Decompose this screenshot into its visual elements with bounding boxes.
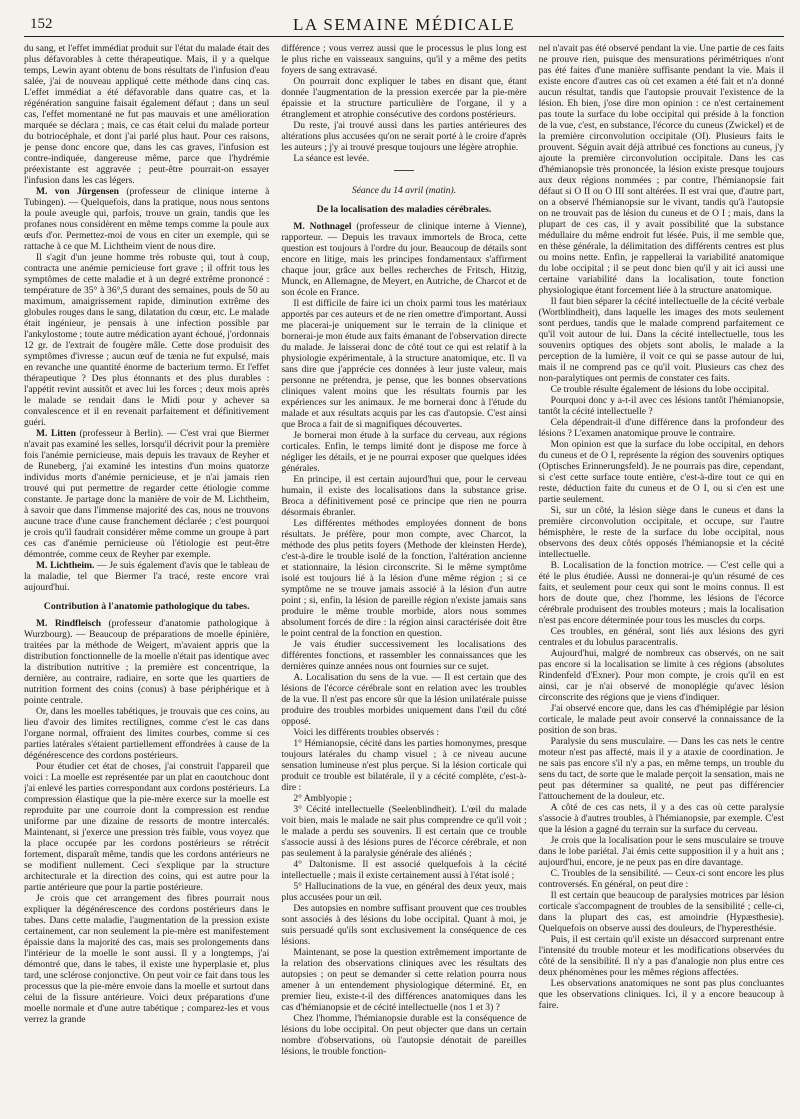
paragraph: A. Localisation du sens de la vue. — Il est certain que des lésions de l'écorce cérébrale sont en relation avec les troubles de la vue. Il n'est pas encore sûr que la lésion unilatérale puisse produire des troubles morbides uniquement dans l'œil du côté opposé. xyxy=(281,672,527,727)
text-columns xyxy=(24,43,784,1103)
paragraph: Pour étudier cet état de choses, j'ai construit l'appareil que voici : La moelle est représentée par un plat en caoutchouc dont j'ai enlevé les parties correspondant aux cordons postérieurs. La compression élastique que la pie-mère exerce sur la moelle est reproduite par une courroie dont la compression est rendue uniforme par une dizaine de ressorts de montre intercalés. Maintenant, si j'exerce une pression très faible, vous voyez que la place occupée par les cordons postérieurs se rétrécit fortement, disparaît même, tandis que les cordons antérieurs ne se modifient nullement. Ceci s'explique par la structure architecturale et la direction des coins, qui est autre pour la partie antérieure que pour la partie postérieure. xyxy=(24,761,270,893)
journal-page xyxy=(24,10,784,1110)
paragraph: Paralysie du sens musculaire. — Dans les cas nets le centre moteur n'est pas affecté, mais il y a ataxie de coordination. Je ne sais pas encore s'il n'y a pas, en même temps, un trouble du sens du tact, de sorte que le malade perçoit la sensation, mais ne peut pas déterminer sa qualité, ne peut pas différencier l'attouchement de la douleur, etc. xyxy=(538,736,784,802)
speaker-text: — Je suis également d'avis que le tableau de la maladie, tel que Biermer l'a tracé, reste encore vrai aujourd'hui. xyxy=(24,560,270,593)
speaker-paragraph xyxy=(24,186,269,252)
separator-rule xyxy=(394,170,414,171)
paragraph: Pourquoi donc y a-t-il avec ces lésions tantôt l'hémianopsie, tantôt la cécité intellectuelle ? xyxy=(538,395,784,417)
speaker-text: (professeur de clinique interne à Vienne), rapporteur. — Depuis les travaux immortels de Broca, cette question est toujours à l'ordre du jour. Beaucoup de détails sont encore en litige, mais les principes fondamentaux s'affirment chaque jour, grâce aux belles recherches de Fritsch, Hitzig, Munck, en Allemagne, de Meyert, en Autriche, de Charcot et de son école en France. xyxy=(281,221,527,298)
paragraph: Je bornerai mon étude à la surface du cerveau, aux régions corticales. Enfin, le temps limité dont je dispose me force à négliger les détails, et je ne pourrai exposer que quelques idées générales. xyxy=(281,430,527,474)
speaker-paragraph xyxy=(281,221,526,298)
paragraph: Je crois que cet arrangement des fibres pourrait nous expliquer la dégénérescence des cordons postérieurs dans le tabes. Dans cette maladie, l'augmentation de la pression existe certainement, car non seulement la pie-mère est manifestement épaissie dans la majorité des cas, mais ses prolongements dans l'intérieur de la moelle le sont aussi. Il y a longtemps, j'ai démontré que, dans le tabes, il existe une hyperplasie et, plus tard, une sclérose conjonctive. On peut voir ce fait dans tous les processus que la pie-mère envoie dans la moelle et surtout dans celui de la fissure antérieure. Voici deux préparations d'une moelle normale et d'une autre tabétique ; comparez-les et vous verrez la grande xyxy=(24,893,270,1025)
section-title: Contribution à l'anatomie pathologique du tabes. xyxy=(43,601,250,612)
paragraph: différence ; vous verrez aussi que le processus le plus long est le plus riche en vaisseaux sanguins, qu'il y a même des petits foyers de sang extravasé. xyxy=(281,43,527,76)
paragraph: En principe, il est certain aujourd'hui que, pour le cerveau humain, il existe des localisations dans la substance grise. Broca a définitivement posé ce principe que rien ne pourra désormais ébranler. xyxy=(281,474,527,518)
speaker-paragraph xyxy=(24,560,269,593)
list-item: 5° Hallucinations de la vue, en général des deux yeux, mais plus accusées pour un œil. xyxy=(281,881,527,903)
paragraph: Chez l'homme, l'hémianopsie durable est la conséquence de lésions du lobe occipital. On peut objecter que dans un certain nombre d'observations, où l'autopsie dénotait de pareilles lésions, le trouble fonction- xyxy=(281,1013,527,1057)
paragraph: Si, sur un côté, la lésion siège dans le cuneus et dans la première circonvolution occipitale, et occupe, sur l'autre hémisphère, le reste de la surface du lobe occipital, nous observons des deux côtés opposés l'hémianopsie et la cécité intellectuelle. xyxy=(538,505,784,560)
paragraph: C. Troubles de la sensibilité. — Ceux-ci sont encore les plus controversés. En général, on peut dire : xyxy=(538,868,784,890)
paragraph: Du reste, j'ai trouvé aussi dans les parties antérieures des altérations plus accusées qu'on ne serait porté à le croire d'après les auteurs ; j'y ai trouvé presque toujours une légère atrophie. xyxy=(281,120,527,153)
paragraph: J'ai observé encore que, dans les cas d'hémiplégie par lésion corticale, le malade peut avoir conservé la connaissance de la position de son bras. xyxy=(538,703,784,736)
paragraph: Maintenant, se pose la question extrêmement importante de la relation des observations cliniques avec les résultats des autopsies ; on peut se demander si cette relation pourra nous amener à un entendement physiologique déterminé. Et, en premier lieu, existe-t-il des différences anatomiques dans les cas d'hémianopsie et de cécité intellectuelle (nos 1 et 3) ? xyxy=(281,947,527,1013)
paragraph: nel n'avait pas été observé pendant la vie. Une partie de ces faits ne prouve rien, puisque des mensurations périmétriques n'ont pas été faites d'une manière suffisante pendant la vie. Mais il existe encore d'autres cas où cet examen a été fait et n'a donné aucun résultat, tandis que l'autopsie prouvait l'existence de la lésion. Eh bien, j'ose dire mon opinion : ce n'est certainement pas toute la surface du lobe occipital qui préside à la fonction de la vue, c'est, en substance, l'écorce du cuneus (Zwickel) et de la première circonvolution occipitale (OI). Plusieurs faits le prouvent. Séguin avait déjà attribué ces fonctions au cuneus, j'y ajoute la première circonvolution occipitale. Dans les cas d'hémianopsie très prononcée, la lésion existe presque toujours aux deux régions nommées ; par contre, l'hémianopsie fait défaut si O II ou O III sont altérées. Il est vrai que, d'autre part, on a observé l'hémianopsie sur le vivant, tandis qu'à l'autopsie on ne trouvait pas de lésion du cuneus et de O I ; mais, dans la plupart de ces cas, il y avait possibilité que la substance médullaire du même endroit fut lésée. Puis, il me semble que, en thèse générale, la délimitation des différents centres est plus ou moins nette. Enfin, je rappellerai la variabilité anatomique du lobe occipital ; il se peut donc bien qu'il y ait ici aussi une certaine variabilité dans la localisation, toute fonction physiologique étant forcement liée à la structure anatomique. xyxy=(538,43,784,296)
paragraph: La séance est levée. xyxy=(293,153,370,164)
paragraph: Il s'agit d'un jeune homme très robuste qui, tout à coup, contracta une anémie pernicieuse fort grave ; il offrit tous les symptômes de cette maladie et à un degré extrême prononcé : température de 35° à 36°,5 durant des semaines, pouls de 50 au maximum, amaigrissement rapide, diminution extrême des globules rouges dans le sang, dilatation du cœur, etc. Le malade était ingénieur, je pensais à une infection possible par l'ankylostome ; toute autre médication ayant échoué, j'ordonnais 12 gr. de l'extrait de fougère mâle. Cette dose produisit des symptômes d'ivresse ; aucun œuf de tænia ne fut expulsé, mais en revanche une quantité énorme de bacterium termo. Et l'effet thérapeutique ? Des plus étonnants et des plus durables : l'appétit revint aussitôt et avec lui les forces ; deux mois après le malade se rendait dans le Midi pour y achever sa convalescence et il en revenait parfaitement et définitivement guéri. xyxy=(24,252,270,428)
paragraph: Cela dépendrait-il d'une différence dans la profondeur des lésions ? L'examen anatomique prouve le contraire. xyxy=(538,417,784,439)
section-title: De la localisation des maladies cérébrales. xyxy=(316,204,492,215)
speaker-name: M. Nothnagel xyxy=(293,221,352,232)
paragraph: Les observations anatomiques ne sont pas plus concluantes que les observations cliniques. Ici, il y a encore beaucoup à faire. xyxy=(538,978,784,1011)
speaker-name: M. Litten xyxy=(36,428,76,439)
paragraph: Il est difficile de faire ici un choix parmi tous les matériaux apportés par ces auteurs et de ne rien omettre d'important. Aussi me placerai-je uniquement sur le terrain de la clinique et bornerai-je mon étude aux faits émanant de l'observation directe du malade. Je laisserai donc de côté tout ce qui est relatif à la physiologie expérimentale, à la structure anatomique, etc. Il va sans dire que j'apprécie ces données à leur juste valeur, mais personne ne prétendra, je pense, que les bonnes observations cliniques valent moins que les résultats fournis par les expériences sur les animaux. Je me bornerai donc à l'étude du malade et aux résultats acquis par les cas d'autopsie. C'est ainsi que Broca a fait de si magnifiques découvertes. xyxy=(281,298,527,430)
paragraph: Puis, il est certain qu'il existe un désaccord surprenant entre l'intensité du trouble moteur et les modifications observées du côté de la sensibilité. Il n'y a pas d'analogie non plus entre ces deux phénomènes pour les mêmes régions affectées. xyxy=(538,934,784,978)
column-2 xyxy=(281,43,526,1103)
paragraph: Voici les différents troubles observés : xyxy=(293,727,440,738)
speaker-name: M. von Jürgensen xyxy=(36,186,119,197)
paragraph: Or, dans les moelles tabétiques, je trouvais que ces coins, au lieu d'avoir des limites rectilignes, comme c'est le cas dans l'organe normal, offraient des limites courbes, comme si ces parties latérales s'étaient partiellement effondrées à cause de la dégénérescence des cordons postérieurs. xyxy=(24,706,270,761)
paragraph: Mon opinion est que la surface du lobe occipital, en dehors du cuneus et de O I, représente la région des souvenirs optiques (Optisches Erinnerungsfeld). Je ne pourrais pas dire, cependant, si c'est cette surface toute entière, c'est-à-dire tout ce qui en reste, déduction faite du cuneus et de O I, ou si c'en est une partie seulement. xyxy=(538,439,784,505)
paragraph: Les différentes méthodes employées donnent de bons résultats. Je préfère, pour mon compte, avec Charcot, la méthode des plus petits foyers (Methode der kleinsten Herde), c'est-à-dire le trouble isolé de la fonction, l'altération ancienne et stationnaire, la lésion circonscrite. Si le même symptôme isolé est toujours lié à la lésion d'une même région ; si ce symptôme ne se trouve jamais associé à la lésion d'un autre point ; si, enfin, la lésion de pareille région n'existe jamais sans produire le même trouble morbide, alors nous sommes absolument forcés de dire : la région ainsi caractérisée doit être le point central de la fonction en question. xyxy=(281,518,527,639)
column-3 xyxy=(539,43,784,1103)
speaker-name: M. Rindfleisch xyxy=(36,618,101,629)
paragraph: Je crois que la localisation pour le sens musculaire se trouve dans le lobe pariétal. J'ai émis cette supposition il y a huit ans ; aujourd'hui, encore, je ne peux pas en dire davantage. xyxy=(538,835,784,868)
speaker-text: (professeur de clinique interne à Tubingen). — Quelquefois, dans la pratique, nous nous sentons la poule aveugle qui, parfois, trouve un grain, tandis que les profanes nous considèrent en même temps comme la poule aux œufs d'or. Permettez-moi de vous en citer un exemple, qui se rattache à ce que M. Lichtheim vient de nous dire. xyxy=(24,186,270,252)
speaker-text: (professeur d'anatomie pathologique à Wurzbourg). — Beaucoup de préparations de moelle épinière, traitées par la méthode de Weigert, m'avaient appris que la distribution fonctionnelle de la moelle n'était pas identique avec la distribution nutritive ; la première est concentrique, la dernière, au contraire, radiaire, en sorte que les quartiers de nutrition forment des coins (conus) à base périphérique et à pointe centrale. xyxy=(24,618,270,706)
paragraph: A côté de ces cas nets, il y a des cas où cette paralysie s'associe à d'autres troubles, à l'hémianopsie, par exemple. C'est que la lésion a gagné du terrain sur la surface du cerveau. xyxy=(538,802,784,835)
paragraph: Des autopsies en nombre suffisant prouvent que ces troubles sont associés à des lésions du lobe occipital. Quant à moi, je suis persuadé qu'ils sont exclusivement la conséquence de ces lésions. xyxy=(281,903,527,947)
speaker-name: M. Lichtheim. xyxy=(36,560,95,571)
column-1 xyxy=(24,43,269,1103)
paragraph: Il faut bien séparer la cécité intellectuelle de la cécité verbale (Wortblindheit), dans laquelle les images des mots seulement sont perdues, tandis que le malade comprend parfaitement ce qu'il voit autour de lui. Dans la cécité intellectuelle, tous les souvenirs optiques des objets sont abolis, le malade a la perception de la lumière, il voit ce qui se passe autour de lui, mais il ne comprend pas ce qu'il voit. Plusieurs cas chez des non-paralytiques ont permis de constater ces faits. xyxy=(538,296,784,384)
list-item: 2° Amblyopie ; xyxy=(293,793,352,804)
paragraph: On pourrait donc expliquer le tabes en disant que, étant donnée l'augmentation de la pression exercée par la pie-mère épaissie et la structure particulière de l'organe, il y a étranglement et atrophie consécutive des cordons postérieurs. xyxy=(281,76,527,120)
speaker-text: (professeur à Berlin). — C'est vrai que Biermer n'avait pas examiné les selles, lorsqu'il décrivit pour la première fois l'anémie pernicieuse, mais depuis les travaux de Reyher et de Runeberg, j'ai examiné les intestins d'un moins quatorze individus morts d'anémie pernicieuse, et je n'ai jamais rien trouvé qui put permettre de regarder cette étiologie comme constante. Je partage donc la manière de voir de M. Lichtheim, à savoir que dans l'immense majorité des cas, nous ne trouvons aucune trace d'une cause franchement déclarée ; c'est pourquoi je crois qu'il faudrait considérer même comme un groupe à part ces cas d'anémie pernicieuse où l'étiologie est peut-être démontrée, comme ceux de Reyher par exemple. xyxy=(24,428,270,560)
speaker-paragraph xyxy=(24,428,269,560)
speaker-paragraph xyxy=(24,618,269,706)
list-item: 1° Hémianopsie, cécité dans les parties homonymes, presque toujours latérales du champ visuel ; à ce niveau aucune sensation lumineuse n'est plus perçue. Si la lésion corticale qui produit ce trouble est bilatérale, il y a cécité complète, c'est-à-dire : xyxy=(281,738,527,793)
paragraph: B. Localisation de la fonction motrice. — C'est celle qui a été le plus étudiée. Aussi ne donnerai-je qu'un résumé de ces faits, et seulement pour ceux qui sont le moins connus. Il est hors de doute que, chez l'homme, les lésions de l'écorce cérébrale produisent des troubles moteurs ; mais la localisation n'est pas encore déterminée pour tous les muscles du corps. xyxy=(538,560,784,626)
session-date: Séance du 14 avril (matin). xyxy=(351,185,457,196)
page-number: 152 xyxy=(30,16,53,32)
paragraph: Il est certain que beaucoup de paralysies motrices par lésion corticale s'accompagnent de troubles de la sensibilité ; celle-ci, dans la plupart des cas, est amoindrie (Hypæsthesie). Quelquefois on observe aussi des douleurs, de l'hyperesthésie. xyxy=(538,890,784,934)
paragraph: Aujourd'hui, malgré de nombreux cas observés, on ne sait pas encore si la localisation se limite à ces régions (absolutes Rindenfeld d'Exner). Pour mon compte, je crois qu'il en est ainsi, car je n'ai observé de monoplégie qu'avec lésion circonscrite des régions que je viens d'indiquer. xyxy=(538,648,784,703)
paragraph: Je vais étudier successivement les localisations des différentes fonctions, et rassembler les connaissances que les dernières quinze années nous ont fournies sur ce sujet. xyxy=(281,639,527,672)
journal-title: LA SEMAINE MÉDICALE xyxy=(292,15,516,34)
page-header xyxy=(24,10,784,37)
paragraph: Ce trouble résulte également de lésions du lobe occipital. xyxy=(550,384,769,395)
list-item: 4° Daltonisme. Il est associé quelquefois à la cécité intellectuelle ; mais il existe certainement aussi à l'état isolé ; xyxy=(281,859,527,881)
paragraph: Ces troubles, en général, sont liés aux lésions des gyri centrales et du lobulus paracentralis. xyxy=(538,626,784,648)
paragraph: du sang, et l'effet immédiat produit sur l'état du malade était des plus défavorables à cette thérapeutique. Mais, il y a quelque temps, Lewin ayant obtenu de bons résultats de l'infusion d'eau salée, j'ai de nouveau appliqué cette méthode dans cinq cas. L'effet immédiat a été défavorable dans quatre cas, et la régénération sanguine faisait également défaut ; dans un seul cas, l'effet momentané ne fut pas mauvais et une amélioration marquée se déclara ; mais, ce cas était celui du malade porteur du botriocéphale, et dont j'ai parlé plus haut. Pour ces raisons, je pense donc encore que, dans les cas graves, l'infusion est contre-indiquée, dangereuse même, parce que l'hydrémie préexistante est aggravée ; peut-être pourrait-on essayer l'infusion dans les cas légers. xyxy=(24,43,270,186)
list-item: 3° Cécité intellectuelle (Seelenblindheit). L'œil du malade voit bien, mais le malade ne sait plus comprendre ce qu'il voit ; le malade a perdu ses souvenirs. Il est certain que ce trouble s'associe aussi à des lésions pures de l'écorce cérébrale, et non pas seulement à la paralysie générale des aliénés ; xyxy=(281,804,527,859)
